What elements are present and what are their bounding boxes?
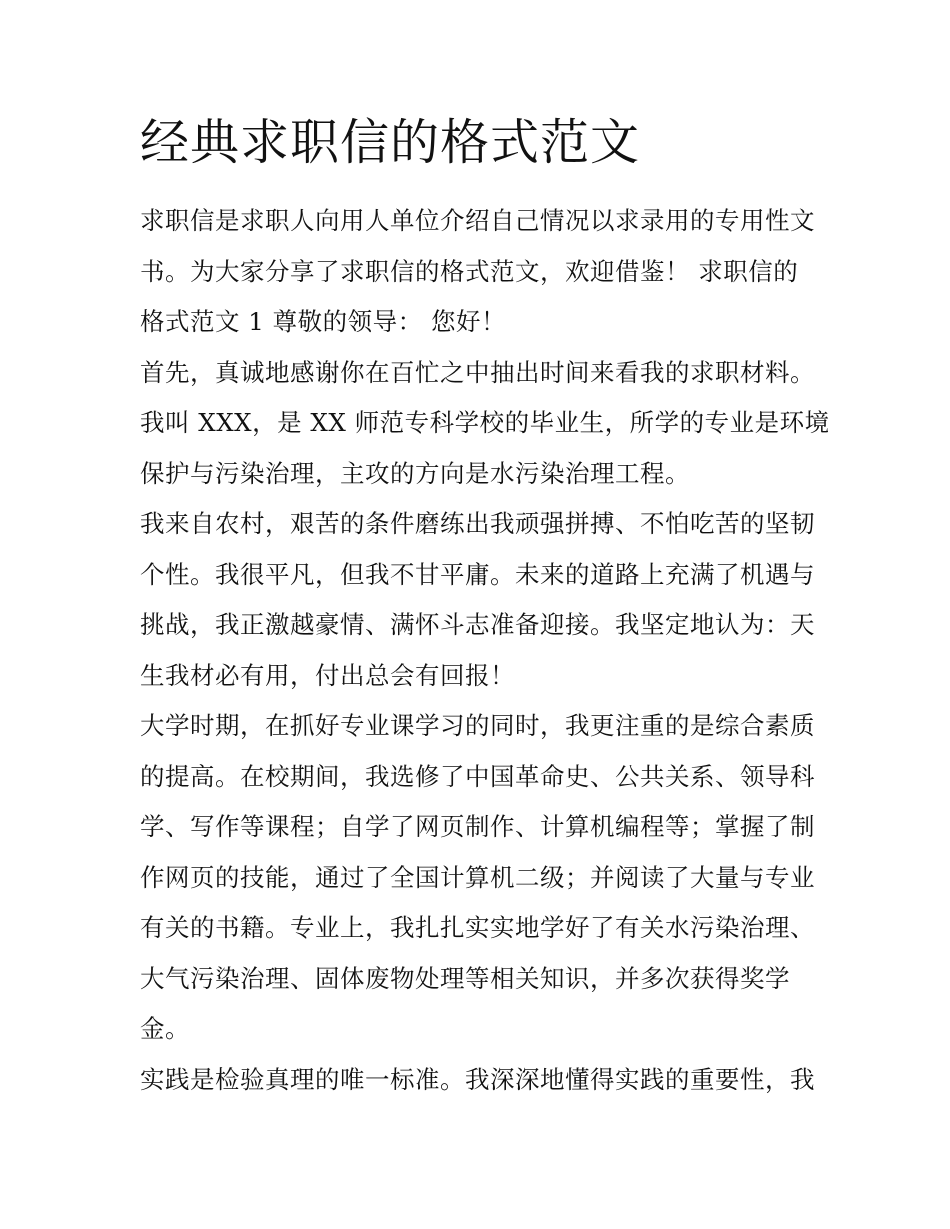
text-line: 实践是检验真理的唯一标准。我深深地懂得实践的重要性，我: [140, 1064, 815, 1094]
text-line: 保护与污染治理，主攻的方向是水污染治理工程。: [140, 458, 690, 488]
text-line: 个性。我很平凡，但我不甘平庸。未来的道路上充满了机遇与: [140, 559, 815, 589]
text-line: 首先，真诚地感谢你在百忙之中抽出时间来看我的求职材料。: [140, 357, 815, 387]
text-line: 有关的书籍。专业上，我扎扎实实地学好了有关水污染治理、: [140, 913, 815, 942]
text-line: 书。为大家分享了求职信的格式范文，欢迎借鉴！ 求职信的: [140, 256, 799, 286]
text-line: 我来自农村，艰苦的条件磨练出我顽强拼搏、不怕吃苦的坚韧: [140, 509, 815, 538]
text-line: 大气污染治理、固体废物处理等相关知识，并多次获得奖学: [140, 963, 790, 993]
text-line: 作网页的技能，通过了全国计算机二级；并阅读了大量与专业: [140, 862, 815, 892]
document-title: 经典求职信的格式范文: [140, 114, 641, 171]
text-line: 的提高。在校期间，我选修了中国革命史、公共关系、领导科: [140, 761, 815, 791]
document-body: [140, 196, 830, 1105]
text-line: 生我材必有用，付出总会有回报！: [140, 660, 515, 690]
text-line: 我叫 XXX，是 XX 师范专科学校的毕业生，所学的专业是环境: [140, 408, 830, 437]
text-line: 求职信是求职人向用人单位介绍自己情况以求录用的专用性文: [140, 206, 815, 235]
text-line: 金。: [140, 1014, 190, 1043]
text-line: 挑战，我正激越豪情、满怀斗志准备迎接。我坚定地认为：天: [140, 610, 815, 639]
text-line: 学、写作等课程；自学了网页制作、计算机编程等；掌握了制: [140, 812, 815, 841]
text-line: 格式范文 1 尊敬的领导： 您好！: [140, 307, 506, 336]
text-line: 大学时期，在抓好专业课学习的同时，我更注重的是综合素质: [140, 711, 815, 740]
